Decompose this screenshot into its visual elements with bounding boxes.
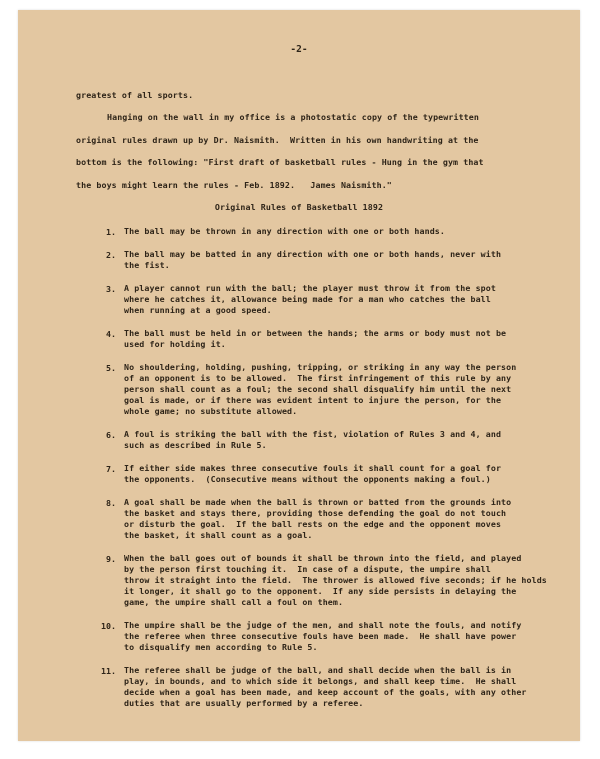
rule-line: used for holding it. bbox=[124, 339, 226, 349]
intro-line: original rules drawn up by Dr. Naismith. Written in his own handwriting at the bbox=[76, 135, 479, 145]
intro-line: Hanging on the wall in my office is a photostatic copy of the typewritten bbox=[107, 112, 479, 122]
rule-line: the basket and stays there, providing those defending the goal do not touch bbox=[124, 508, 507, 518]
intro-line: greatest of all sports. bbox=[76, 90, 194, 100]
rule-line: when running at a good speed. bbox=[124, 305, 272, 315]
rule-line: person shall count as a foul; the second shall disqualify him until the next bbox=[124, 384, 512, 394]
rule-number: 9. bbox=[106, 554, 116, 564]
rule-line: the fist. bbox=[124, 260, 170, 270]
rule-line: The ball may be thrown in any direction with one or both hands. bbox=[124, 226, 445, 236]
rule-line: it longer, it shall go to the opponent. If any side persists in delaying the bbox=[124, 586, 517, 596]
intro-line: bottom is the following: "First draft of basketball rules - Hung in the gym that bbox=[76, 157, 484, 167]
rule-line: The umpire shall be the judge of the men, and shall note the fouls, and notify bbox=[124, 620, 522, 630]
rule-line: The ball must be held in or between the hands; the arms or body must not be bbox=[124, 328, 507, 338]
rule-number: 1. bbox=[106, 227, 116, 237]
rule-line: such as described in Rule 5. bbox=[124, 440, 267, 450]
rule-line: play, in bounds, and to which side it belongs, and shall keep time. He shall bbox=[124, 676, 517, 686]
rule-line: the opponents. (Consecutive means without the opponents making a foul.) bbox=[124, 474, 491, 484]
document-page bbox=[18, 10, 580, 741]
rule-line: decide when a goal has been made, and keep account of the goals, with any other bbox=[124, 687, 527, 697]
rule-number: 10. bbox=[101, 621, 116, 631]
rule-line: throw it straight into the field. The thrower is allowed five seconds; if he holds bbox=[124, 575, 547, 585]
rule-line: game, the umpire shall call a foul on them. bbox=[124, 597, 344, 607]
intro-line: the boys might learn the rules - Feb. 1892. James Naismith." bbox=[76, 180, 392, 190]
rule-line: A foul is striking the ball with the fist, violation of Rules 3 and 4, and bbox=[124, 429, 502, 439]
rule-line: A goal shall be made when the ball is thrown or batted from the grounds into bbox=[124, 497, 512, 507]
rule-number: 8. bbox=[106, 498, 116, 508]
rule-number: 7. bbox=[106, 464, 116, 474]
rule-line: No shouldering, holding, pushing, tripping, or striking in any way the person bbox=[124, 362, 517, 372]
rule-line: If either side makes three consecutive fouls it shall count for a goal for bbox=[124, 463, 502, 473]
rule-line: or disturb the goal. If the ball rests on the edge and the opponent moves bbox=[124, 519, 502, 529]
rule-number: 11. bbox=[101, 666, 116, 676]
rule-number: 2. bbox=[106, 250, 116, 260]
rule-line: to disqualify men according to Rule 5. bbox=[124, 642, 318, 652]
rule-number: 3. bbox=[106, 284, 116, 294]
rule-number: 4. bbox=[106, 329, 116, 339]
rule-number: 6. bbox=[106, 430, 116, 440]
rule-number: 5. bbox=[106, 363, 116, 373]
rules-heading: Original Rules of Basketball 1892 bbox=[214, 202, 384, 212]
rule-line: where he catches it, allowance being made for a man who catches the ball bbox=[124, 294, 491, 304]
rule-line: duties that are usually performed by a referee. bbox=[124, 698, 364, 708]
rule-line: the basket, it shall count as a goal. bbox=[124, 530, 313, 540]
rule-line: by the person first touching it. In case of a dispute, the umpire shall bbox=[124, 564, 491, 574]
rule-line: of an opponent is to be allowed. The first infringement of this rule by any bbox=[124, 373, 512, 383]
rule-line: whole game; no substitute allowed. bbox=[124, 406, 298, 416]
rule-line: When the ball goes out of bounds it shall be thrown into the field, and played bbox=[124, 553, 522, 563]
rule-line: The ball may be batted in any direction with one or both hands, never with bbox=[124, 249, 502, 259]
rule-line: the referee when three consecutive fouls have been made. He shall have power bbox=[124, 631, 517, 641]
rule-line: goal is made, or if there was evident intent to injure the person, for the bbox=[124, 395, 502, 405]
rule-line: The referee shall be judge of the ball, and shall decide when the ball is in bbox=[124, 665, 512, 675]
rule-line: A player cannot run with the ball; the player must throw it from the spot bbox=[124, 283, 496, 293]
page-number: -2- bbox=[290, 44, 308, 55]
